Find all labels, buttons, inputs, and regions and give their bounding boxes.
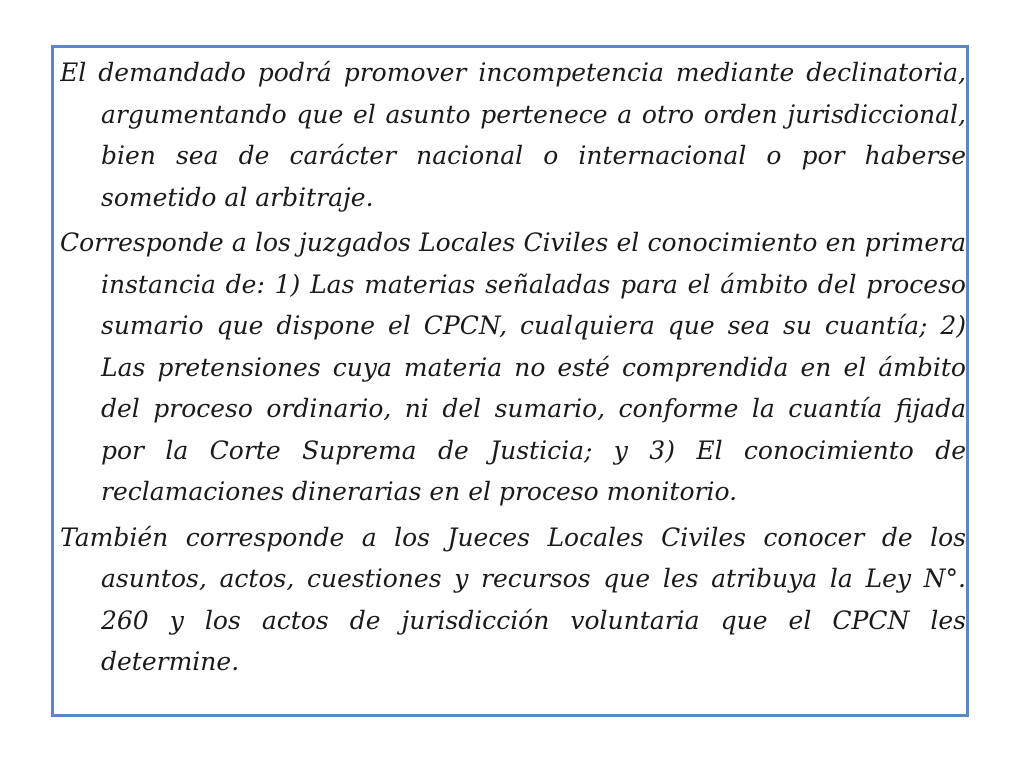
paragraph-jueces-locales: También corresponde a los Jueces Locales Civiles conocer de los asuntos, actos, cuestiones y recursos que les atribuya la Ley N°. 260 y los actos de jurisdicción voluntaria que el CPCN les determine. bbox=[60, 522, 966, 676]
paragraph-declinatoria: El demandado podrá promover incompetencia mediante declinatoria, argumentando que el asunto pertenece a otro orden jurisdiccional, bien sea de carácter nacional o internacional o por haberse sometido al arbitraje. bbox=[60, 58, 966, 212]
paragraph-competencia-juzgados: Corresponde a los juzgados Locales Civiles el conocimiento en primera instancia de: 1) Las materias señaladas para el ámbito del proceso sumario que dispone el CPCN, cualquiera que sea su cuantía; 2) Las pretensiones cuya materia no esté comprendida en el ámbito del proceso ordinario, ni del sumario, conforme la cuantía fijada por la Corte Suprema de Justicia; y 3) El conocimiento de reclamaciones dinerarias en el proceso monitorio. bbox=[60, 228, 966, 506]
text-box bbox=[60, 52, 966, 712]
